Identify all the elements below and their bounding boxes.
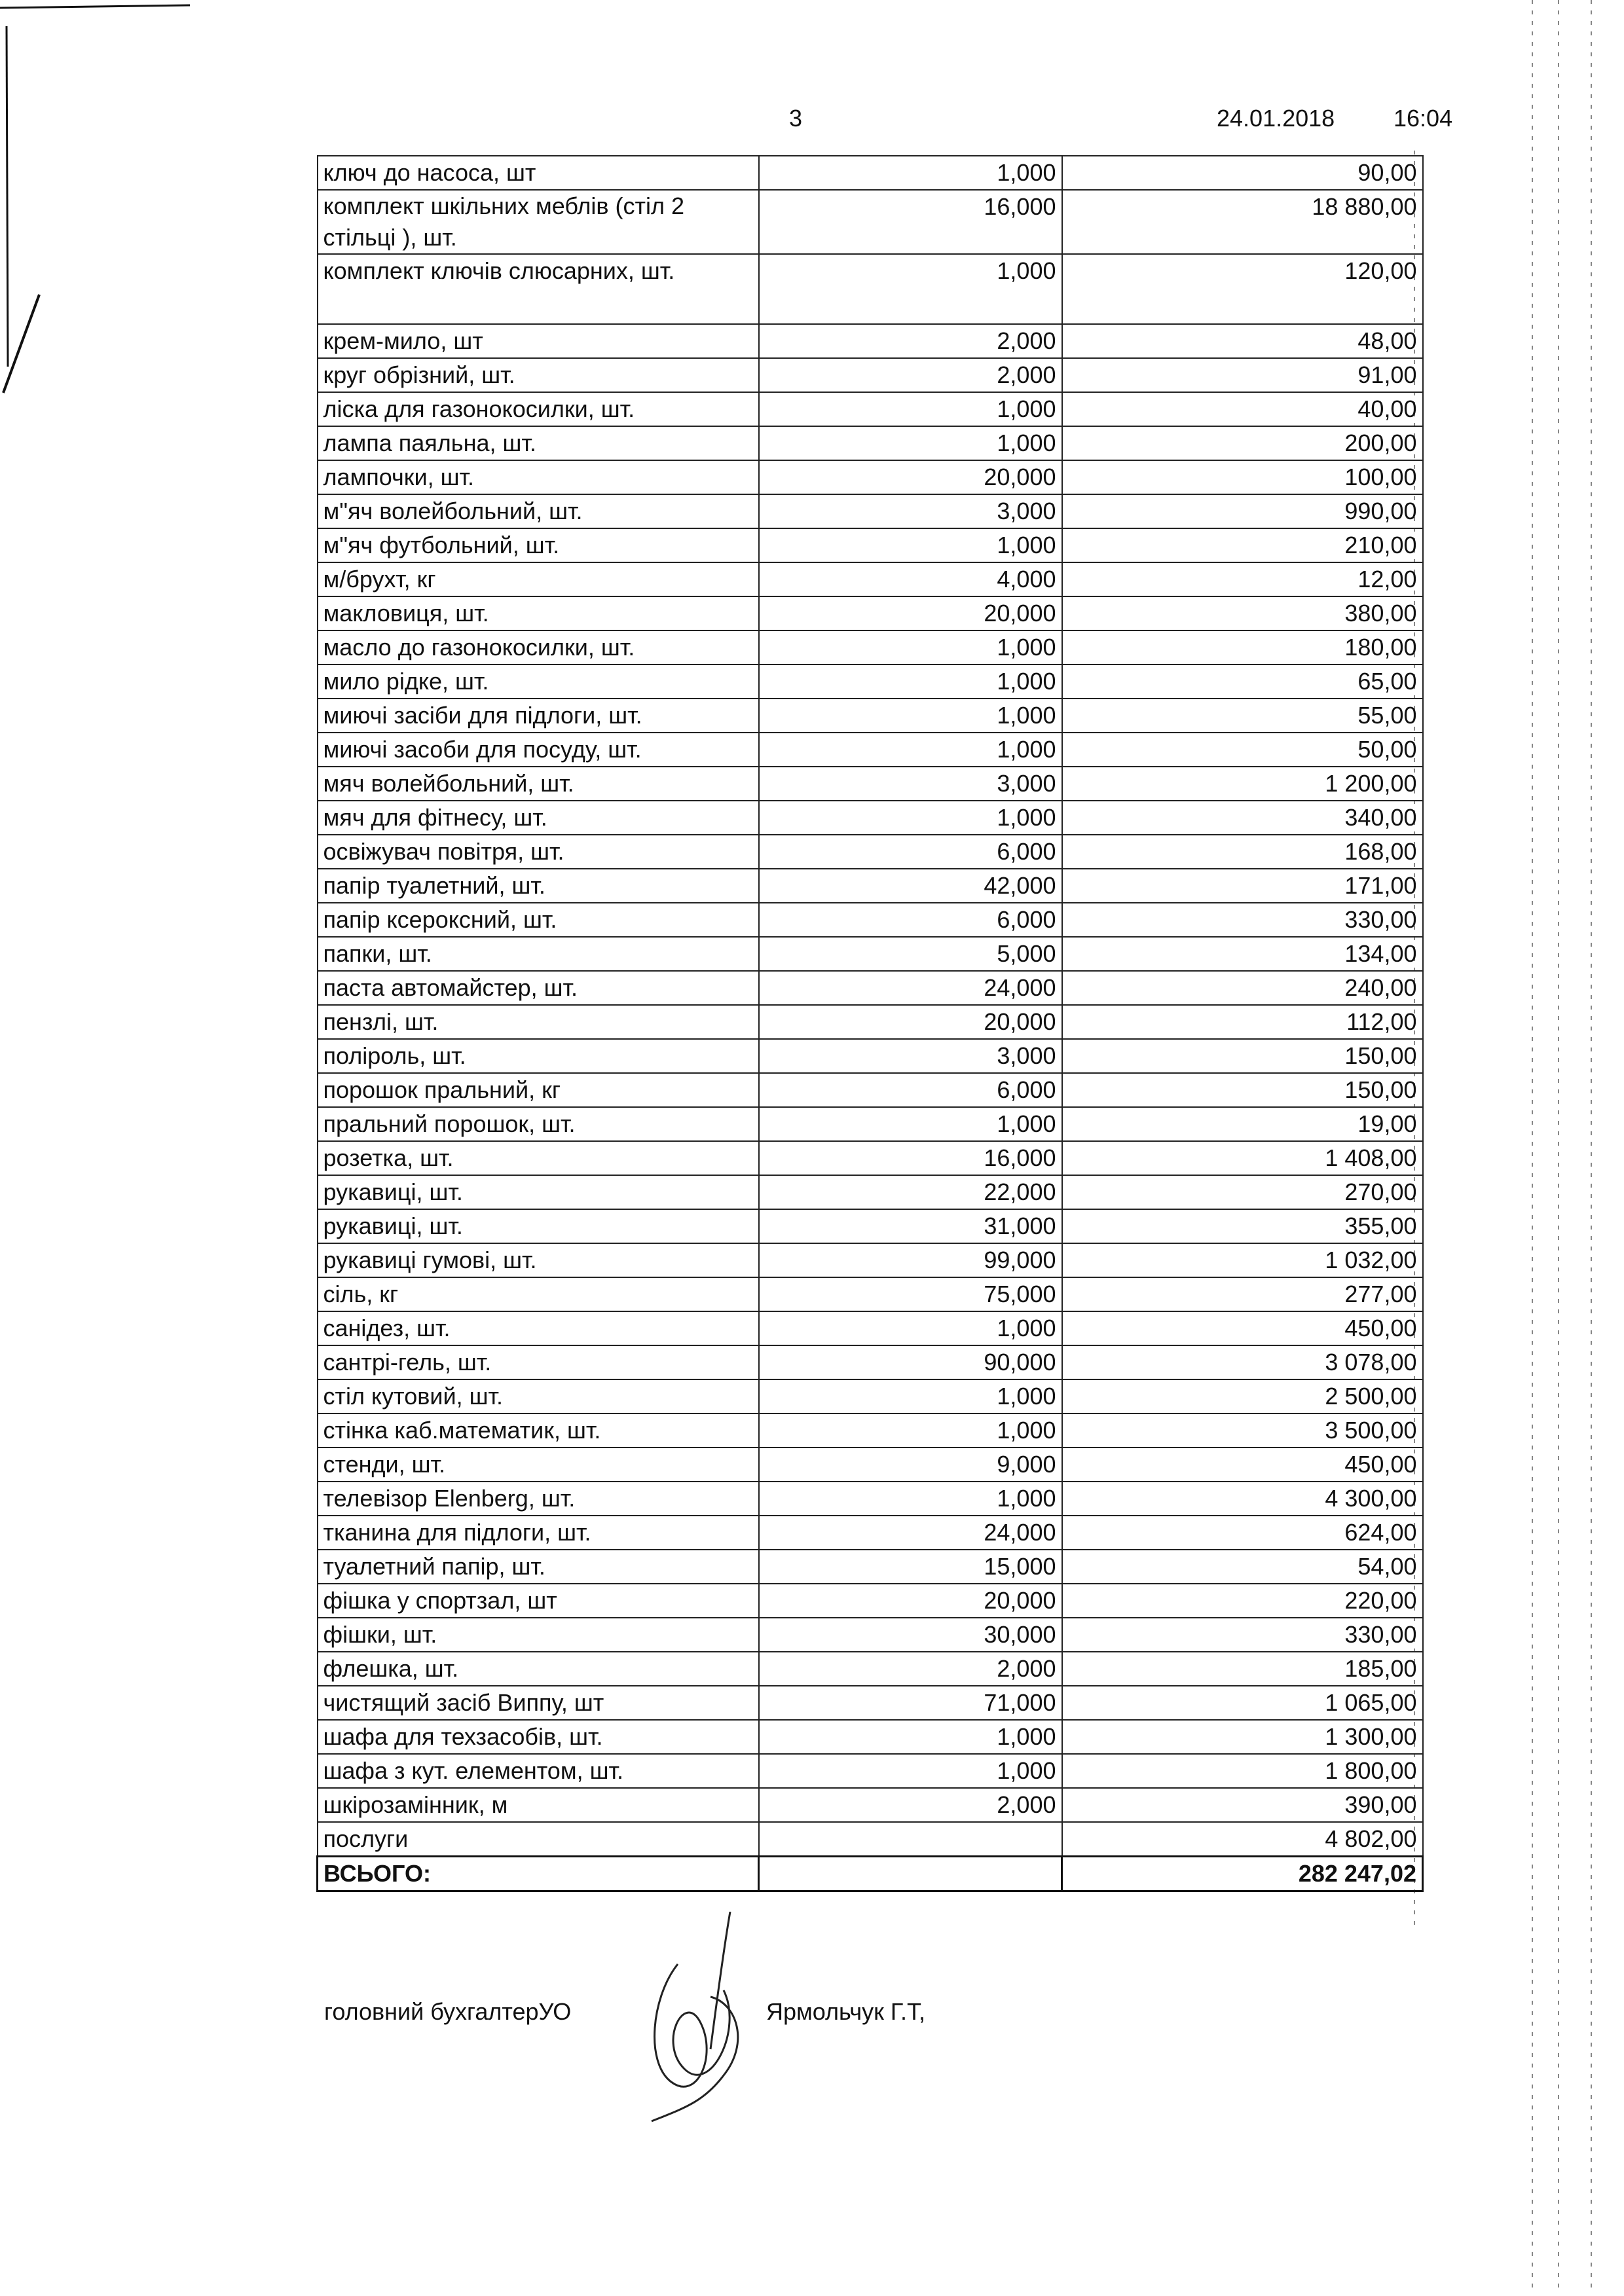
item-name: рукавиці гумові, шт. — [318, 1243, 759, 1277]
item-amount: 4 802,00 — [1062, 1822, 1423, 1857]
item-amount: 171,00 — [1062, 869, 1423, 903]
item-amount: 340,00 — [1062, 801, 1423, 835]
item-quantity: 1,000 — [759, 733, 1062, 767]
table-row — [318, 562, 1423, 596]
item-quantity: 24,000 — [759, 1516, 1062, 1550]
item-amount: 150,00 — [1062, 1073, 1423, 1107]
item-name: поліроль, шт. — [318, 1039, 759, 1073]
item-amount: 48,00 — [1062, 324, 1423, 358]
item-quantity: 1,000 — [759, 699, 1062, 733]
table-row — [318, 1652, 1423, 1686]
table-row — [318, 1345, 1423, 1379]
table-row — [318, 1277, 1423, 1311]
table-row — [318, 392, 1423, 426]
item-name: круг обрізний, шт. — [318, 358, 759, 392]
total-quantity — [759, 1857, 1062, 1891]
table-row — [318, 1379, 1423, 1413]
item-quantity: 3,000 — [759, 1039, 1062, 1073]
item-quantity: 1,000 — [759, 630, 1062, 665]
item-name: крем-мило, шт — [318, 324, 759, 358]
item-name: послуги — [318, 1822, 759, 1857]
table-row — [318, 190, 1423, 254]
item-name: освіжувач повітря, шт. — [318, 835, 759, 869]
item-quantity: 6,000 — [759, 1073, 1062, 1107]
item-name: лампочки, шт. — [318, 460, 759, 494]
item-amount: 1 408,00 — [1062, 1141, 1423, 1175]
item-amount: 210,00 — [1062, 528, 1423, 562]
item-name: лампа паяльна, шт. — [318, 426, 759, 460]
item-amount: 55,00 — [1062, 699, 1423, 733]
item-name: стінка каб.математик, шт. — [318, 1413, 759, 1448]
table-row — [318, 1550, 1423, 1584]
item-amount: 1 200,00 — [1062, 767, 1423, 801]
item-amount: 1 032,00 — [1062, 1243, 1423, 1277]
item-amount: 990,00 — [1062, 494, 1423, 528]
table-row — [318, 869, 1423, 903]
item-name: миючі засоби для посуду, шт. — [318, 733, 759, 767]
item-amount: 270,00 — [1062, 1175, 1423, 1209]
table-row — [318, 733, 1423, 767]
table-row — [318, 1141, 1423, 1175]
item-quantity: 4,000 — [759, 562, 1062, 596]
item-amount: 1 300,00 — [1062, 1720, 1423, 1754]
item-name: шкірозамінник, м — [318, 1788, 759, 1822]
item-quantity: 9,000 — [759, 1448, 1062, 1482]
table-row — [318, 1618, 1423, 1652]
table-row — [318, 665, 1423, 699]
item-name: фішки, шт. — [318, 1618, 759, 1652]
table-row — [318, 1039, 1423, 1073]
item-quantity: 99,000 — [759, 1243, 1062, 1277]
item-quantity: 1,000 — [759, 1754, 1062, 1788]
item-name: флешка, шт. — [318, 1652, 759, 1686]
item-quantity: 20,000 — [759, 460, 1062, 494]
table-row — [318, 1243, 1423, 1277]
item-name: пензлі, шт. — [318, 1005, 759, 1039]
item-name: туалетний папір, шт. — [318, 1550, 759, 1584]
item-amount: 185,00 — [1062, 1652, 1423, 1686]
item-quantity: 22,000 — [759, 1175, 1062, 1209]
table-row — [318, 1584, 1423, 1618]
table-row — [318, 324, 1423, 358]
table-row — [318, 903, 1423, 937]
table-row — [318, 767, 1423, 801]
table-row — [318, 426, 1423, 460]
item-name: мяч для фітнесу, шт. — [318, 801, 759, 835]
margin-mark — [0, 0, 196, 458]
table-row — [318, 1209, 1423, 1243]
item-quantity: 1,000 — [759, 528, 1062, 562]
item-quantity: 2,000 — [759, 324, 1062, 358]
table-row — [318, 1005, 1423, 1039]
signer-title: головний бухгалтерУО — [324, 1998, 572, 2025]
item-name: фішка у спортзал, шт — [318, 1584, 759, 1618]
item-amount: 112,00 — [1062, 1005, 1423, 1039]
item-quantity: 20,000 — [759, 1584, 1062, 1618]
table-row — [318, 254, 1423, 324]
item-quantity: 1,000 — [759, 254, 1062, 324]
item-quantity: 31,000 — [759, 1209, 1062, 1243]
item-quantity: 1,000 — [759, 156, 1062, 190]
table-row — [318, 801, 1423, 835]
item-amount: 1 800,00 — [1062, 1754, 1423, 1788]
item-quantity: 2,000 — [759, 1652, 1062, 1686]
item-quantity: 1,000 — [759, 392, 1062, 426]
item-amount: 12,00 — [1062, 562, 1423, 596]
item-name: сантрі-гель, шт. — [318, 1345, 759, 1379]
table-row — [318, 1788, 1423, 1822]
item-quantity: 16,000 — [759, 190, 1062, 254]
item-amount: 624,00 — [1062, 1516, 1423, 1550]
item-name: тканина для підлоги, шт. — [318, 1516, 759, 1550]
item-amount: 168,00 — [1062, 835, 1423, 869]
item-amount: 3 500,00 — [1062, 1413, 1423, 1448]
item-name: комплект ключів слюсарних, шт. — [318, 254, 759, 324]
item-quantity: 75,000 — [759, 1277, 1062, 1311]
item-quantity: 1,000 — [759, 1107, 1062, 1141]
table-row — [318, 596, 1423, 630]
item-quantity: 16,000 — [759, 1141, 1062, 1175]
table-row — [318, 1073, 1423, 1107]
signer-name: Ярмольчук Г.Т, — [766, 1998, 925, 2025]
item-name: мило рідке, шт. — [318, 665, 759, 699]
table-row — [318, 1686, 1423, 1720]
item-name: рукавиці, шт. — [318, 1175, 759, 1209]
item-quantity: 6,000 — [759, 903, 1062, 937]
item-amount: 355,00 — [1062, 1209, 1423, 1243]
item-amount: 90,00 — [1062, 156, 1423, 190]
item-amount: 450,00 — [1062, 1311, 1423, 1345]
item-quantity: 30,000 — [759, 1618, 1062, 1652]
page-number: 3 — [789, 105, 803, 132]
item-quantity: 6,000 — [759, 835, 1062, 869]
item-quantity: 1,000 — [759, 801, 1062, 835]
item-name: рукавиці, шт. — [318, 1209, 759, 1243]
table-row — [318, 1413, 1423, 1448]
item-name: санідез, шт. — [318, 1311, 759, 1345]
item-amount: 54,00 — [1062, 1550, 1423, 1584]
item-amount: 330,00 — [1062, 1618, 1423, 1652]
table-row — [318, 528, 1423, 562]
item-name: розетка, шт. — [318, 1141, 759, 1175]
item-quantity: 2,000 — [759, 358, 1062, 392]
item-name: ліска для газонокосилки, шт. — [318, 392, 759, 426]
item-amount: 390,00 — [1062, 1788, 1423, 1822]
item-name: м/брухт, кг — [318, 562, 759, 596]
item-amount: 200,00 — [1062, 426, 1423, 460]
table-row — [318, 1311, 1423, 1345]
item-name: м"яч футбольний, шт. — [318, 528, 759, 562]
item-amount: 50,00 — [1062, 733, 1423, 767]
item-amount: 120,00 — [1062, 254, 1423, 324]
item-quantity: 24,000 — [759, 971, 1062, 1005]
item-amount: 19,00 — [1062, 1107, 1423, 1141]
item-amount: 3 078,00 — [1062, 1345, 1423, 1379]
item-amount: 40,00 — [1062, 392, 1423, 426]
item-quantity: 15,000 — [759, 1550, 1062, 1584]
item-amount: 220,00 — [1062, 1584, 1423, 1618]
total-row — [318, 1857, 1423, 1891]
item-name: порошок пральний, кг — [318, 1073, 759, 1107]
item-quantity: 20,000 — [759, 1005, 1062, 1039]
item-name: папір ксероксний, шт. — [318, 903, 759, 937]
item-quantity — [759, 1822, 1062, 1857]
table-row — [318, 971, 1423, 1005]
item-quantity: 2,000 — [759, 1788, 1062, 1822]
item-amount: 240,00 — [1062, 971, 1423, 1005]
item-name: шафа для техзасобів, шт. — [318, 1720, 759, 1754]
item-quantity: 1,000 — [759, 1311, 1062, 1345]
item-name: сіль, кг — [318, 1277, 759, 1311]
table-row — [318, 630, 1423, 665]
item-name: мяч волейбольний, шт. — [318, 767, 759, 801]
item-quantity: 3,000 — [759, 767, 1062, 801]
table-row — [318, 1754, 1423, 1788]
table-row — [318, 156, 1423, 190]
item-amount: 91,00 — [1062, 358, 1423, 392]
item-amount: 134,00 — [1062, 937, 1423, 971]
item-amount: 380,00 — [1062, 596, 1423, 630]
handwritten-signature — [638, 1912, 769, 2128]
item-amount: 2 500,00 — [1062, 1379, 1423, 1413]
total-label: ВСЬОГО: — [318, 1857, 759, 1891]
item-amount: 450,00 — [1062, 1448, 1423, 1482]
item-quantity: 20,000 — [759, 596, 1062, 630]
table-row — [318, 835, 1423, 869]
item-name: чистящий засіб Виппу, шт — [318, 1686, 759, 1720]
item-name: ключ до насоса, шт — [318, 156, 759, 190]
item-amount: 277,00 — [1062, 1277, 1423, 1311]
table-row — [318, 494, 1423, 528]
item-name: масло до газонокосилки, шт. — [318, 630, 759, 665]
item-amount: 100,00 — [1062, 460, 1423, 494]
table-row — [318, 1720, 1423, 1754]
table-row — [318, 937, 1423, 971]
item-name: телевізор Elenberg, шт. — [318, 1482, 759, 1516]
scan-edge-noise — [1401, 0, 1624, 2296]
item-amount: 1 065,00 — [1062, 1686, 1423, 1720]
item-quantity: 1,000 — [759, 1482, 1062, 1516]
table-row — [318, 1482, 1423, 1516]
inventory-table — [316, 155, 1424, 1892]
item-quantity: 1,000 — [759, 426, 1062, 460]
item-name: комплект шкільних меблів (стіл 2 стільці ), шт. — [318, 190, 759, 254]
item-amount: 330,00 — [1062, 903, 1423, 937]
table-row — [318, 1516, 1423, 1550]
item-amount: 65,00 — [1062, 665, 1423, 699]
table-row — [318, 460, 1423, 494]
table-row — [318, 1822, 1423, 1857]
item-amount: 180,00 — [1062, 630, 1423, 665]
item-name: стіл кутовий, шт. — [318, 1379, 759, 1413]
print-time: 16:04 — [1393, 105, 1453, 132]
table-row — [318, 358, 1423, 392]
item-amount: 4 300,00 — [1062, 1482, 1423, 1516]
item-amount: 18 880,00 — [1062, 190, 1423, 254]
item-name: паста автомайстер, шт. — [318, 971, 759, 1005]
item-name: м"яч волейбольний, шт. — [318, 494, 759, 528]
item-quantity: 1,000 — [759, 1720, 1062, 1754]
item-quantity: 5,000 — [759, 937, 1062, 971]
table-row — [318, 1448, 1423, 1482]
item-name: пральний порошок, шт. — [318, 1107, 759, 1141]
table-row — [318, 699, 1423, 733]
total-amount: 282 247,02 — [1062, 1857, 1423, 1891]
item-name: стенди, шт. — [318, 1448, 759, 1482]
item-quantity: 1,000 — [759, 1379, 1062, 1413]
table-row — [318, 1175, 1423, 1209]
table-row — [318, 1107, 1423, 1141]
item-name: макловиця, шт. — [318, 596, 759, 630]
item-quantity: 90,000 — [759, 1345, 1062, 1379]
print-date: 24.01.2018 — [1217, 105, 1335, 132]
item-quantity: 3,000 — [759, 494, 1062, 528]
item-quantity: 1,000 — [759, 1413, 1062, 1448]
item-name: шафа з кут. елементом, шт. — [318, 1754, 759, 1788]
item-amount: 150,00 — [1062, 1039, 1423, 1073]
item-name: папки, шт. — [318, 937, 759, 971]
item-quantity: 1,000 — [759, 665, 1062, 699]
item-quantity: 71,000 — [759, 1686, 1062, 1720]
item-name: папір туалетний, шт. — [318, 869, 759, 903]
item-quantity: 42,000 — [759, 869, 1062, 903]
item-name: миючі засіби для підлоги, шт. — [318, 699, 759, 733]
